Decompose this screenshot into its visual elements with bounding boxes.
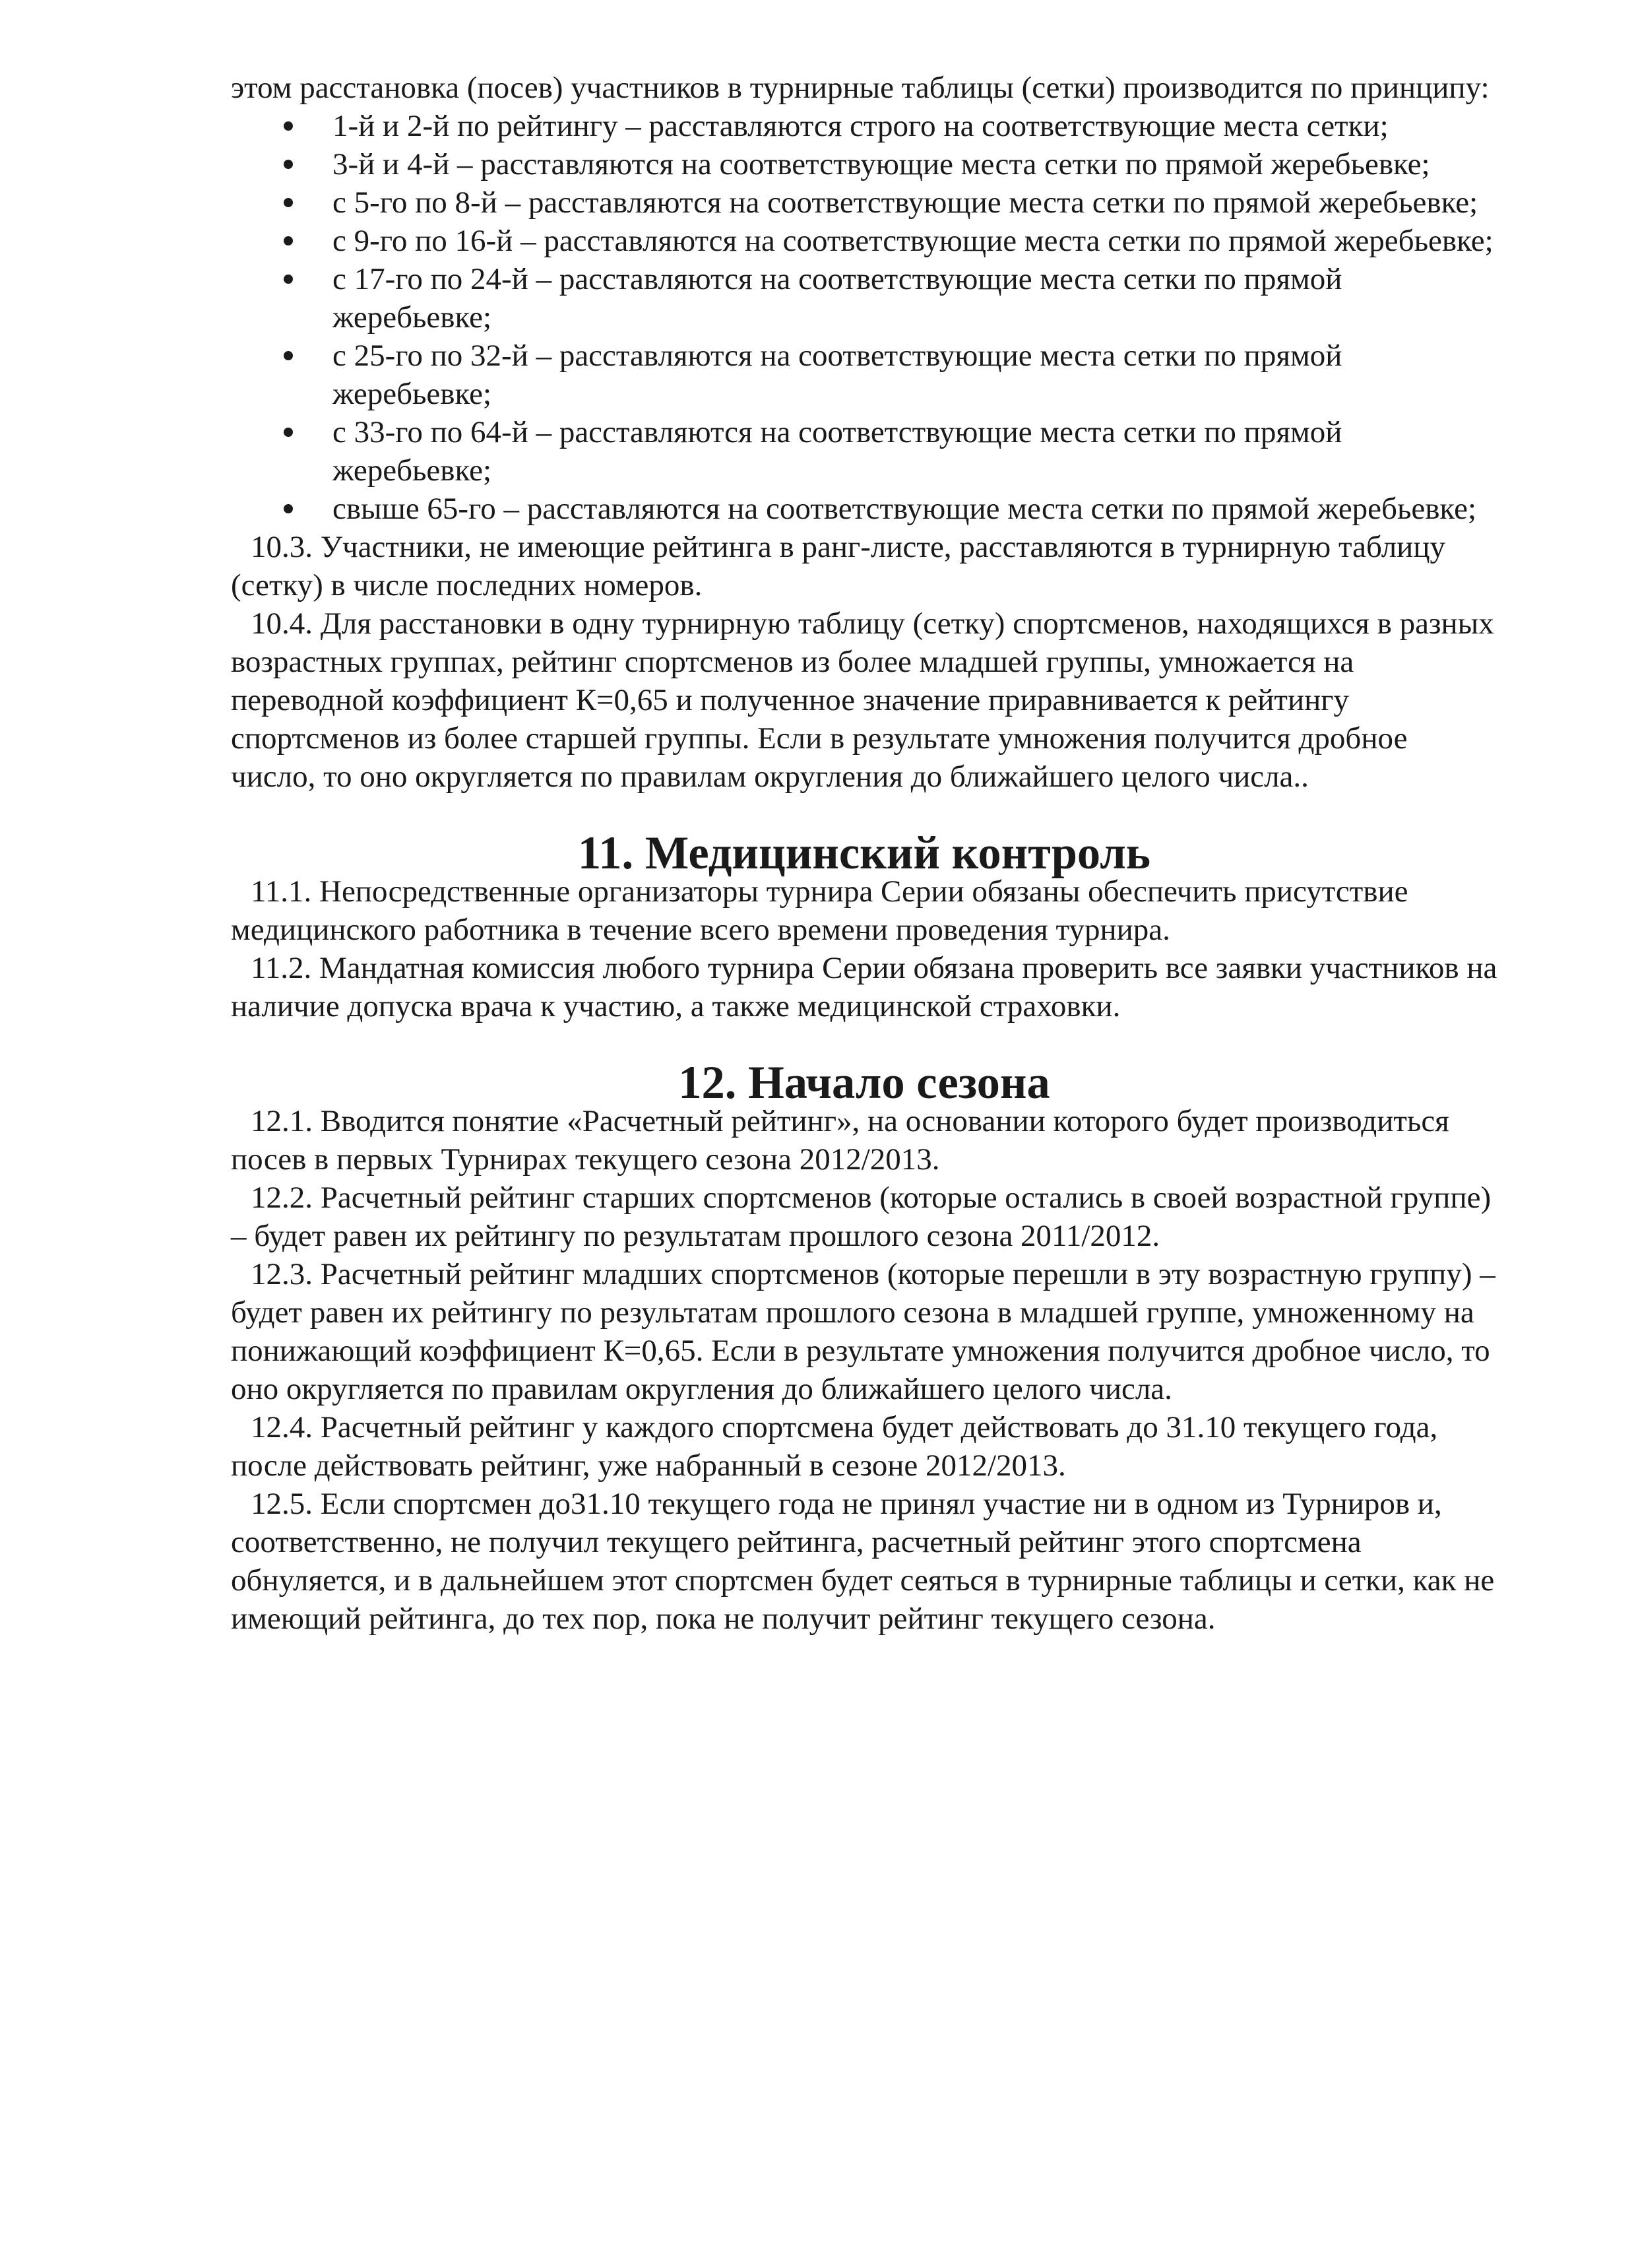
list-item-text: 1-й и 2-й по рейтингу – расставляются строго на соответствующие места сетки; [332,109,1389,143]
bullet-icon [284,198,293,207]
list-item-text: свыше 65-го – расставляются на соответствующие места сетки по прямой жеребьевке; [332,492,1477,526]
paragraph-12-5: 12.5. Если спортсмен до31.10 текущего года не принял участие ни в одном из Турниров и, соответственно, не получил текущего рейтинга, расчетный рейтинг этого спортсмена обнуляется, и в дальнейшем этот спортсмен будет сеяться в турнирные таблицы и сетки, как не имеющий рейтинга, до тех пор, пока не получит рейтинг текущего сезона. [231,1487,1495,1636]
seeding-list [231,107,1497,528]
list-item-text: 3-й и 4-й – расставляются на соответствующие места сетки по прямой жеребьевке; [332,147,1430,181]
list-item [231,260,1497,337]
list-item [231,413,1497,490]
intro-paragraph: этом расстановка (посев) участников в турнирные таблицы (сетки) производится по принципу: [231,71,1490,105]
list-item [231,107,1497,145]
list-item [231,490,1497,528]
bullet-icon [284,236,293,245]
paragraph-12-1: 12.1. Вводится понятие «Расчетный рейтинг», на основании которого будет производиться посев в первых Турнирах текущего сезона 2012/2013. [231,1104,1449,1177]
list-item-text: с 5-го по 8-й – расставляются на соответствующие места сетки по прямой жеребьевке; [332,185,1478,220]
bullet-icon [284,504,293,513]
bullet-icon [284,351,293,360]
bullet-icon [284,428,293,437]
bullet-icon [284,275,293,284]
paragraph-10-4: 10.4. Для расстановки в одну турнирную таблицу (сетку) спортсменов, находящихся в разных возрастных группах, рейтинг спортсменов из более младшей группы, умножается на переводной коэффициент К=0,65 и полученное значение приравнивается к рейтингу спортсменов из более старшей группы. Если в результате умножения получится дробное число, то оно округляется по правилам округления до ближайшего целого числа.. [231,606,1494,794]
paragraph-12-4: 12.4. Расчетный рейтинг у каждого спортсмена будет действовать до 31.10 текущего года, после действовать рейтинг, уже набранный в сезоне 2012/2013. [231,1410,1438,1483]
list-item [231,145,1497,183]
paragraph-11-2: 11.2. Мандатная комиссия любого турнира Серии обязана проверить все заявки участников на наличие допуска врача к участию, а также медицинской страховки. [231,951,1497,1023]
list-item-text: с 17-го по 24-й – расставляются на соответствующие места сетки по прямой жеребьевке; [332,262,1342,335]
list-item [231,337,1497,413]
bullet-icon [284,160,293,169]
list-item-text: с 9-го по 16-й – расставляются на соответствующие места сетки по прямой жеребьевке; [332,224,1494,258]
section-12-title: 12. Начало сезона [678,1057,1050,1109]
section-11-title: 11. Медицинский контроль [577,827,1151,879]
list-item [231,183,1497,222]
list-item [231,222,1497,260]
bullet-icon [284,121,293,131]
paragraph-10-3: 10.3. Участники, не имеющие рейтинга в ранг-листе, расставляются в турнирную таблицу (сетку) в числе последних номеров. [231,530,1445,602]
paragraph-12-3: 12.3. Расчетный рейтинг младших спортсменов (которые перешли в эту возрастную группу) – будет равен их рейтингу по результатам прошлого сезона в младшей группе, умноженному на понижающий коэффициент К=0,65. Если в результате умножения получится дробное число, то оно округляется по правилам округления до ближайшего целого числа. [231,1257,1495,1406]
paragraph-12-2: 12.2. Расчетный рейтинг старших спортсменов (которые остались в своей возрастной группе) – будет равен их рейтингу по результатам прошлого сезона 2011/2012. [231,1181,1492,1253]
list-item-text: с 33-го по 64-й – расставляются на соответствующие места сетки по прямой жеребьевке; [332,415,1342,488]
paragraph-11-1: 11.1. Непосредственные организаторы турнира Серии обязаны обеспечить присутствие медицинского работника в течение всего времени проведения турнира. [231,874,1408,947]
list-item-text: с 25-го по 32-й – расставляются на соответствующие места сетки по прямой жеребьевке; [332,339,1342,411]
document-body [231,69,1497,1638]
